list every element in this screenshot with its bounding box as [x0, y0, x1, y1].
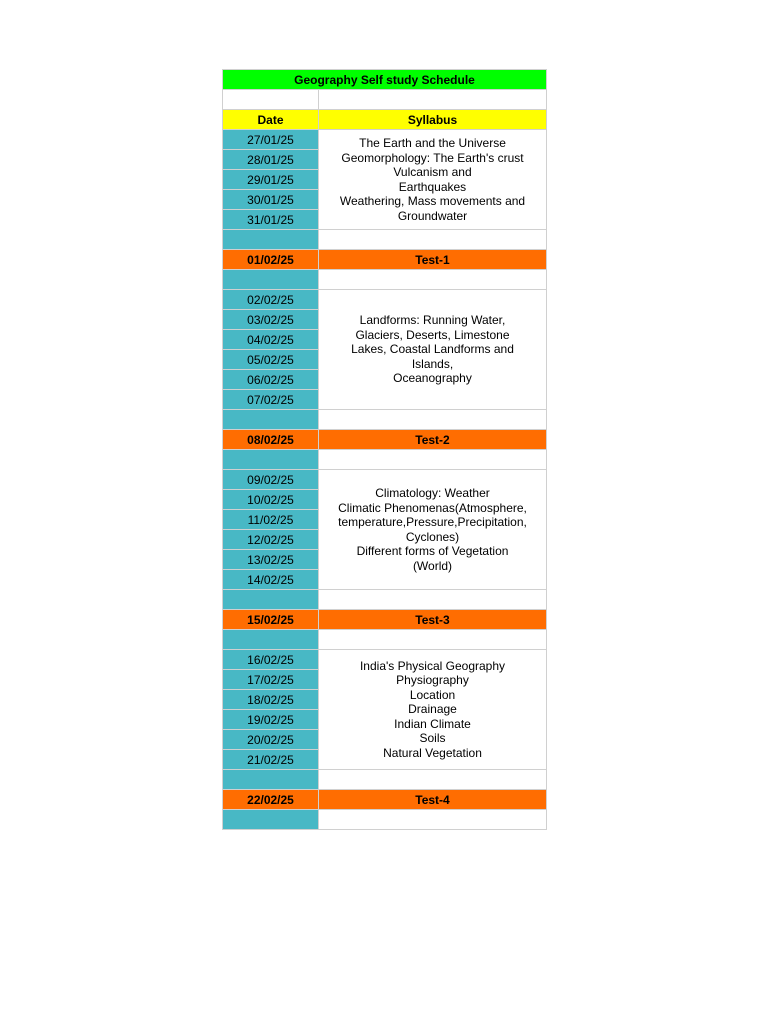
empty-cell[interactable]: [319, 410, 547, 430]
syllabus-cell[interactable]: [319, 650, 547, 770]
syllabus-line: Landforms: Running Water,: [359, 313, 506, 328]
test-date-cell[interactable]: 08/02/25: [223, 430, 319, 450]
date-column-header[interactable]: Date: [223, 110, 319, 130]
empty-cell[interactable]: [319, 770, 547, 790]
empty-cell[interactable]: [319, 590, 547, 610]
syllabus-line: temperature,Pressure,Precipitation,: [338, 515, 527, 529]
date-cell[interactable]: 29/01/25: [223, 170, 319, 190]
date-cell[interactable]: 16/02/25: [223, 650, 319, 670]
empty-cell[interactable]: [319, 270, 547, 290]
test-label-cell[interactable]: Test-2: [319, 430, 547, 450]
syllabus-line: Groundwater: [397, 208, 468, 223]
date-cell[interactable]: 17/02/25: [223, 670, 319, 690]
spacer-row: [223, 810, 547, 830]
syllabus-line: Weathering, Mass movements and: [339, 194, 526, 208]
empty-cell[interactable]: [223, 90, 319, 110]
syllabus-line: Different forms of Vegetation: [356, 544, 509, 558]
syllabus-line: Oceanography: [393, 371, 472, 386]
syllabus-line: Drainage: [408, 702, 457, 717]
test-row: [223, 250, 547, 270]
empty-cell[interactable]: [319, 450, 547, 470]
date-cell[interactable]: 13/02/25: [223, 550, 319, 570]
date-cell[interactable]: 07/02/25: [223, 390, 319, 410]
schedule-sheet: [222, 69, 547, 830]
spacer-row: [223, 630, 547, 650]
syllabus-line: (World): [412, 558, 453, 573]
syllabus-line: Vulcanism and: [393, 165, 472, 179]
spacer-row: [223, 450, 547, 470]
schedule-row: [223, 130, 547, 150]
test-row: [223, 430, 547, 450]
syllabus-line: Indian Climate: [394, 716, 471, 731]
empty-date-cell[interactable]: [223, 810, 319, 830]
empty-cell[interactable]: [319, 90, 547, 110]
date-cell[interactable]: 14/02/25: [223, 570, 319, 590]
syllabus-line: Cyclones): [405, 529, 460, 544]
empty-date-cell[interactable]: [223, 270, 319, 290]
date-cell[interactable]: 18/02/25: [223, 690, 319, 710]
empty-date-cell[interactable]: [223, 630, 319, 650]
syllabus-column-header[interactable]: Syllabus: [319, 110, 547, 130]
date-cell[interactable]: 06/02/25: [223, 370, 319, 390]
empty-date-cell[interactable]: [223, 410, 319, 430]
date-cell[interactable]: 11/02/25: [223, 510, 319, 530]
syllabus-line: Natural Vegetation: [383, 745, 482, 760]
date-cell[interactable]: 28/01/25: [223, 150, 319, 170]
schedule-row: [223, 650, 547, 670]
test-date-cell[interactable]: 15/02/25: [223, 610, 319, 630]
syllabus-cell[interactable]: [319, 290, 547, 410]
syllabus-line: Physiography: [396, 673, 469, 688]
test-date-cell[interactable]: 22/02/25: [223, 790, 319, 810]
spacer-row: [223, 270, 547, 290]
empty-date-cell[interactable]: [223, 770, 319, 790]
syllabus-line: Earthquakes: [398, 179, 467, 194]
schedule-row: [223, 470, 547, 490]
syllabus-line: Islands,: [411, 356, 454, 371]
date-cell[interactable]: 09/02/25: [223, 470, 319, 490]
test-label-cell[interactable]: Test-4: [319, 790, 547, 810]
syllabus-line: Climatology: Weather: [375, 486, 490, 500]
empty-cell[interactable]: [319, 810, 547, 830]
schedule-row: [223, 290, 547, 310]
syllabus-line: Location: [409, 687, 456, 702]
test-row: [223, 610, 547, 630]
date-cell[interactable]: 10/02/25: [223, 490, 319, 510]
title-row: [223, 70, 547, 90]
syllabus-line: Lakes, Coastal Landforms and: [351, 342, 514, 357]
test-date-cell[interactable]: 01/02/25: [223, 250, 319, 270]
spacer-row: [223, 770, 547, 790]
date-cell[interactable]: 19/02/25: [223, 710, 319, 730]
syllabus-line: Glaciers, Deserts, Limestone: [355, 327, 510, 342]
date-cell[interactable]: 20/02/25: [223, 730, 319, 750]
date-cell[interactable]: 21/02/25: [223, 750, 319, 770]
date-cell[interactable]: 05/02/25: [223, 350, 319, 370]
date-cell[interactable]: 02/02/25: [223, 290, 319, 310]
syllabus-line: Soils: [419, 731, 446, 746]
empty-date-cell[interactable]: [223, 590, 319, 610]
test-row: [223, 790, 547, 810]
date-cell[interactable]: 31/01/25: [223, 210, 319, 230]
syllabus-line: Climatic Phenomenas(Atmosphere,: [338, 500, 527, 515]
syllabus-cell[interactable]: [319, 130, 547, 230]
empty-date-cell[interactable]: [223, 230, 319, 250]
syllabus-line: Geomorphology: The Earth's crust: [341, 150, 524, 165]
empty-cell[interactable]: [319, 630, 547, 650]
test-label-cell[interactable]: Test-1: [319, 250, 547, 270]
syllabus-cell[interactable]: [319, 470, 547, 590]
syllabus-line: The Earth and the Universe: [359, 136, 506, 150]
empty-cell[interactable]: [319, 230, 547, 250]
date-cell[interactable]: 12/02/25: [223, 530, 319, 550]
date-cell[interactable]: 30/01/25: [223, 190, 319, 210]
syllabus-line: India's Physical Geography: [359, 658, 506, 673]
date-cell[interactable]: 04/02/25: [223, 330, 319, 350]
date-cell[interactable]: 27/01/25: [223, 130, 319, 150]
empty-date-cell[interactable]: [223, 450, 319, 470]
header-row: [223, 110, 547, 130]
test-label-cell[interactable]: Test-3: [319, 610, 547, 630]
spacer-row: [223, 410, 547, 430]
spacer-row: [223, 90, 547, 110]
sheet-title[interactable]: Geography Self study Schedule: [223, 70, 547, 90]
spacer-row: [223, 590, 547, 610]
date-cell[interactable]: 03/02/25: [223, 310, 319, 330]
spacer-row: [223, 230, 547, 250]
